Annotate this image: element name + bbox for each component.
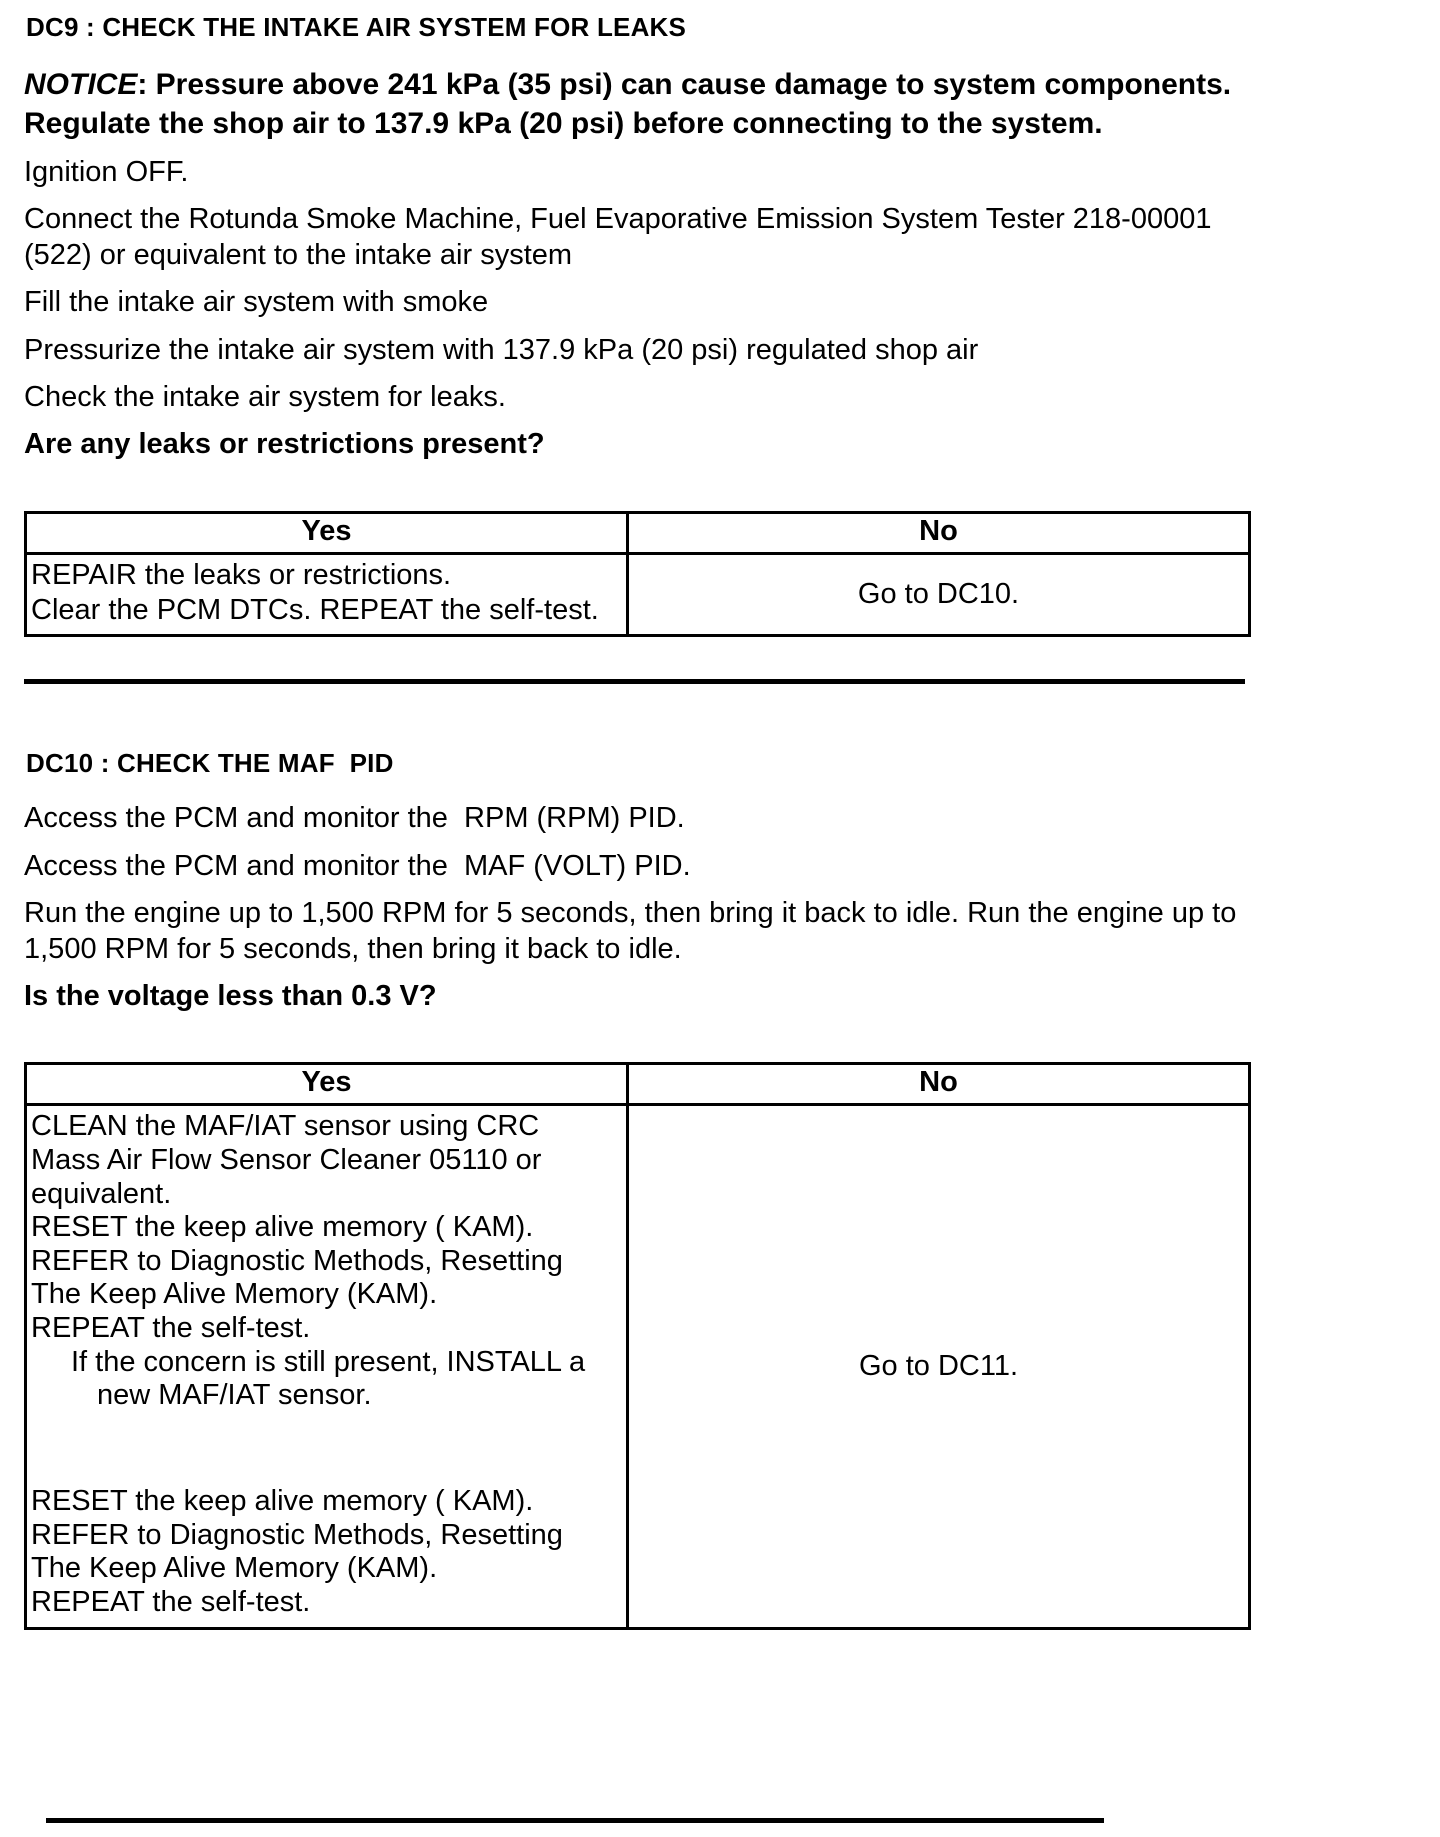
section-dc9-heading: DC9 : CHECK THE INTAKE AIR SYSTEM FOR LEAKS (26, 12, 687, 42)
blank-gap (31, 1413, 620, 1485)
yes-column-header: Yes (27, 514, 629, 552)
action-line: The Keep Alive Memory (KAM). (31, 1278, 438, 1311)
notice-label: NOTICE (24, 68, 138, 101)
action-line: REPAIR the leaks or restrictions. (31, 558, 452, 591)
table-header-row (27, 1065, 1248, 1106)
action-line: new MAF/IAT sensor. (97, 1379, 372, 1412)
action-line: If the concern is still present, INSTALL a (71, 1345, 586, 1378)
section-dc10 (24, 748, 1414, 1823)
procedure-step: Fill the intake air system with smoke (24, 286, 489, 319)
action-line: Clear the PCM DTCs. REPEAT the self-test. (31, 594, 599, 626)
procedure-step: Access the PCM and monitor the MAF (VOLT) PID. (24, 849, 691, 882)
action-line: RESET the keep alive memory ( KAM). (31, 1211, 534, 1244)
procedure-step: Access the PCM and monitor the RPM (RPM) PID. (24, 802, 685, 835)
notice-paragraph (24, 65, 1249, 143)
notice-text: : Pressure above 241 kPa (35 psi) can cause damage to system components. Regulate the shop air to 137.9 kPa (20 psi) before connecting to the system. (24, 68, 1240, 140)
no-action-cell: Go to DC11. (858, 1350, 1019, 1383)
section-divider (24, 679, 1245, 684)
decision-question: Are any leaks or restrictions present? (24, 428, 545, 461)
action-line: RESET the keep alive memory ( KAM). (31, 1484, 534, 1517)
procedure-step: Check the intake air system for leaks. (24, 380, 506, 413)
no-action-cell: Go to DC10. (857, 578, 1020, 610)
action-line: REPEAT the self-test. (31, 1312, 311, 1344)
no-column-header: No (919, 1066, 958, 1099)
action-line: REPEAT the self-test. (31, 1585, 311, 1618)
yes-action-cell (27, 1106, 629, 1627)
yes-action-cell (27, 555, 629, 635)
page-bottom-divider (46, 1818, 1104, 1823)
section-dc10-heading: DC10 : CHECK THE MAF PID (26, 748, 394, 779)
table-header-row (27, 514, 1248, 555)
action-line: REFER to Diagnostic Methods, Resetting (31, 1518, 563, 1551)
decision-table-dc9 (24, 511, 1251, 638)
procedure-step: Ignition OFF. (24, 156, 189, 188)
procedure-step: Connect the Rotunda Smoke Machine, Fuel Evaporative Emission System Tester 218-00001 (522) or equivalent to the intake air system (24, 203, 1220, 271)
action-line: REFER to Diagnostic Methods, Resetting (31, 1244, 563, 1277)
procedure-step: Run the engine up to 1,500 RPM for 5 seconds, then bring it back to idle. Run the engine up to 1,500 RPM for 5 seconds, then bring it back to idle. (24, 897, 1245, 965)
table-body-row (27, 1106, 1248, 1627)
yes-column-header: Yes (27, 1065, 629, 1103)
section-dc9 (24, 12, 1414, 684)
no-column-header: No (919, 514, 958, 547)
action-line: The Keep Alive Memory (KAM). (31, 1552, 438, 1585)
procedure-step: Pressurize the intake air system with 137.9 kPa (20 psi) regulated shop air (24, 333, 979, 366)
decision-question: Is the voltage less than 0.3 V? (24, 979, 437, 1012)
table-body-row (27, 555, 1248, 635)
action-line: equivalent. (31, 1177, 172, 1210)
action-line: Mass Air Flow Sensor Cleaner 05110 or (31, 1143, 542, 1176)
action-line: CLEAN the MAF/IAT sensor using CRC (31, 1110, 540, 1143)
decision-table-dc10 (24, 1062, 1251, 1630)
